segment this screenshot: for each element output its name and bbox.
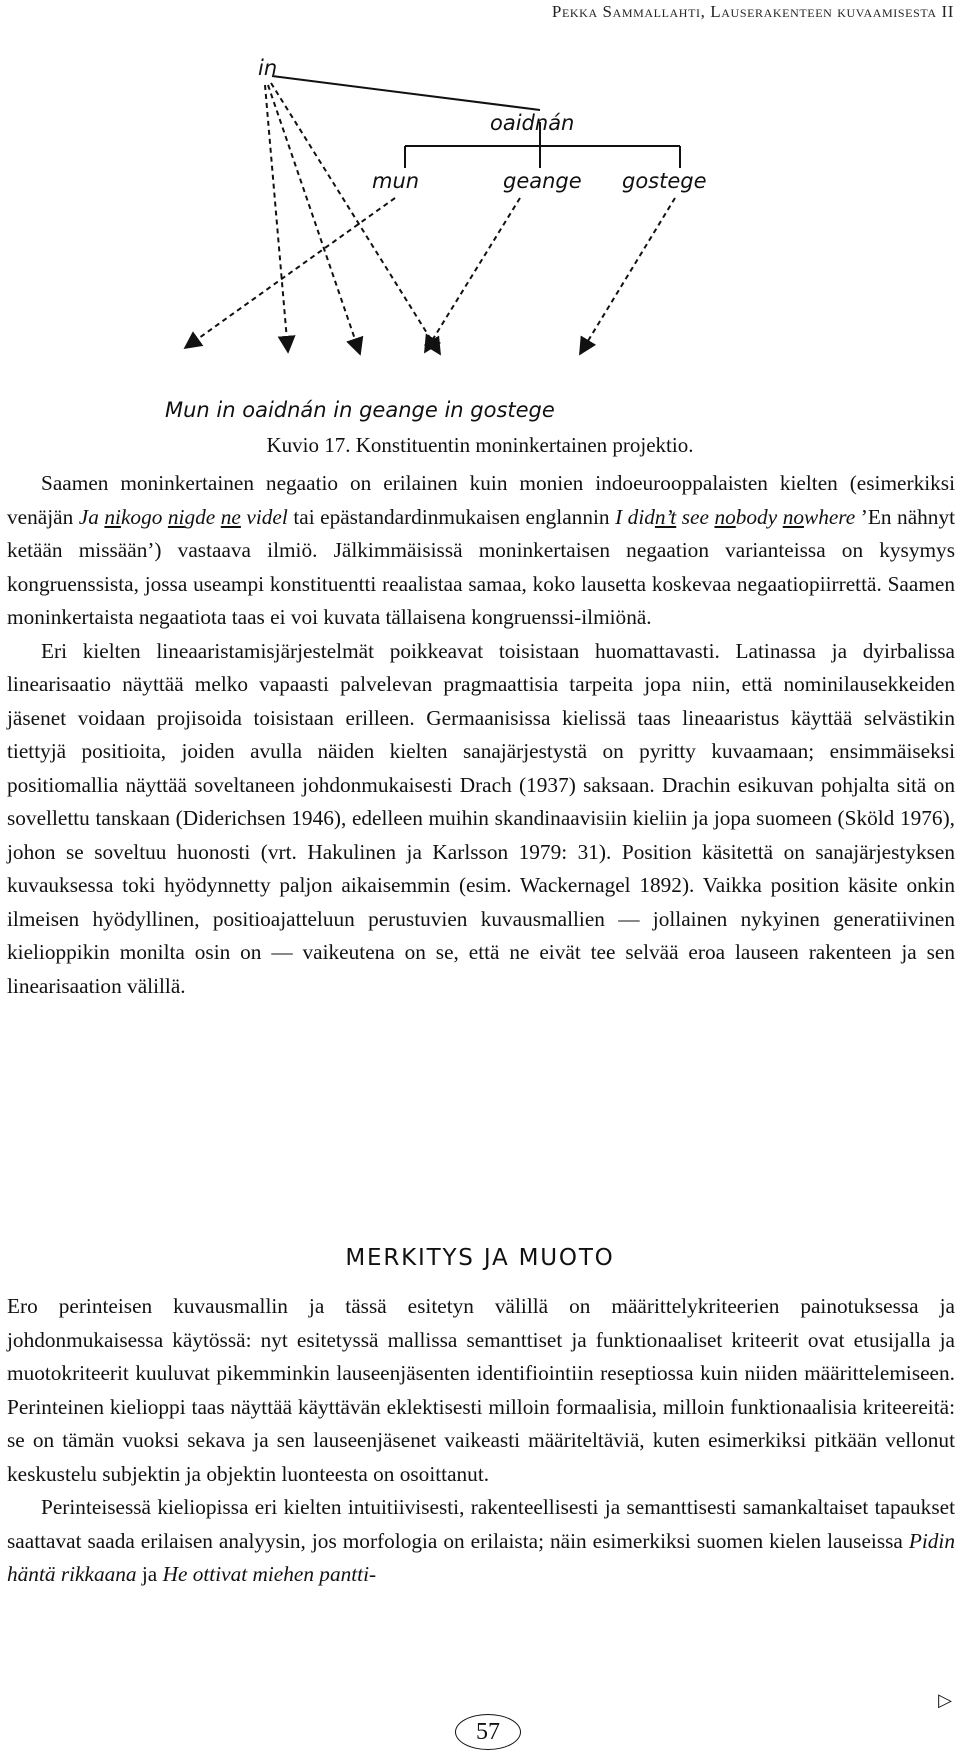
text-segment: tai epästandardinmukaisen englannin (287, 504, 616, 529)
projection-mun (185, 198, 395, 348)
paragraph-morphology: Perinteisessä kieliopissa eri kielten intuitiivisesti, rakenteellisesti ja semanttisesti samankaltaiset tapaukset saattavat saada erilaisen analyysin, jos morfologia on erilaista; näin esimerkiksi suomen kielen lauseissa Pidin häntä rikkaana ja He ottivat miehen pantti- (7, 1495, 955, 1586)
example-1: Pidin häntä rikkaana (7, 1528, 955, 1586)
paragraph-criteria: Ero perinteisen kuvausmallin ja tässä esitetyn välillä on määrittelykriteerien painotuksessa ja johdonmukaisessa käytössä: nyt esitetyssä mallissa semanttiset ja funktionaaliset kriteerit ovat etusijalla ja muotokriteerit kuuluvat pikemminkin lauseenjäsenten identifiointiin reseptiossa kuin niiden määrittelemiseen. Perinteinen kielioppi taas näyttää käyttävän eklektisesti milloin formaalisia, milloin funktionaalisia kriteereitä: se on tämän vuoksi sekava ja sen lauseenjäsenet vaikeasti määriteltäviä, kuten esimerkiksi pitkään vellonut keskustelu subjektin ja objektin luonteesta on osoittanut. (7, 1294, 955, 1486)
projection-in-2 (268, 85, 360, 354)
projection-in-1 (265, 85, 288, 352)
projection-geange (425, 198, 520, 352)
node-gostege: gostege (622, 169, 707, 193)
diagram-svg (150, 50, 707, 422)
text-segment: Saamen moninkertainen negaatio on erilainen kuin monien indoeurooppalaisten kielten (esimerkiksi venäjän (7, 471, 955, 529)
body-text-upper (7, 467, 955, 1003)
example-sentence: Mun in oaidnán in geange in gostege (165, 398, 555, 422)
node-oaidnan: oaidnán (490, 111, 575, 135)
section-heading: MERKITYS JA MUOTO (345, 1245, 615, 1271)
node-geange: geange (503, 169, 582, 193)
body-text-lower (7, 1290, 955, 1592)
continue-arrow-icon: ▷ (938, 1690, 952, 1710)
projection-diagram (150, 50, 707, 422)
example-2: He ottivat miehen pantti- (162, 1562, 377, 1586)
node-mun: mun (372, 169, 420, 193)
projection-gostege (580, 198, 675, 354)
projection-in-3 (271, 83, 440, 354)
edge-in-oaidnan (272, 76, 540, 110)
paragraph-negation (7, 467, 955, 635)
running-header: Pekka Sammallahti, Lauserakenteen kuvaamisesta II (551, 2, 954, 21)
figure-caption: Kuvio 17. Konstituentin moninkertainen projektio. (266, 433, 694, 457)
paragraph-linearization: Eri kielten lineaaristamisjärjestelmät poikkeavat toisistaan huomattavasti. Latinassa ja dyirbalissa linearisaatio näyttää melko vapaasti palvelevan pragmaattisia tarpeita jopa niin, että nominilausekkeiden jäsenet voidaan projisoida toisistaan erilleen. Germaanisissa kielissä taas lineaaristus käyttää selvästikin tiettyjä positioita, joiden avulla näiden kielten sanajärjestystä on pyritty kuvaamaan; ensimmäiseksi positiomallia näyttää soveltaneen johdonmukaisesti Drach (1937) saksaan. Drachin esikuvan pohjalta sitä on sovellettu tanskaan (Diderichsen 1946), edelleen muihin skandinaavisiin kieliin ja jopa suomeen (Sköld 1976), johon se soveltuu huonosti (vrt. Hakulinen ja Karlsson 1979: 31). Position käsitettä on sanajärjestyksen kuvauksessa toki hyödynnetty paljon aikaisemmin (esim. Wackernagel 1892). Vaikka position käsite onkin ilmeisen hyödyllinen, positioajatteluun perustuvien kuvausmallien — jollainen nykyinen generatiivinen kielioppikin monilta osin on — vaikeutena on se, että ne eivät tee selvää eroa lauseen rakenteen ja sen linearisaation välillä. (7, 638, 955, 998)
example-english: I didn’t see nobody nowhere (615, 504, 856, 529)
example-russian: Ja nikogo nigde ne videl (78, 504, 288, 529)
node-in: in (258, 56, 278, 80)
text-segment: ’En nähnyt ketään missään’) vastaava ilmiö. Jälkimmäisissä moninkertaisen negaation varianteissa on kysymys kongruenssista, jossa useampi konstituentti reaalistaa samaa, koko lausetta koskevaa negaatiopiirrettä. Saamen moninkertaista negaatiota taas ei voi kuvata tällaisena kongruenssi-ilmiönä. (7, 504, 956, 629)
page-number: 57 (455, 1714, 521, 1750)
